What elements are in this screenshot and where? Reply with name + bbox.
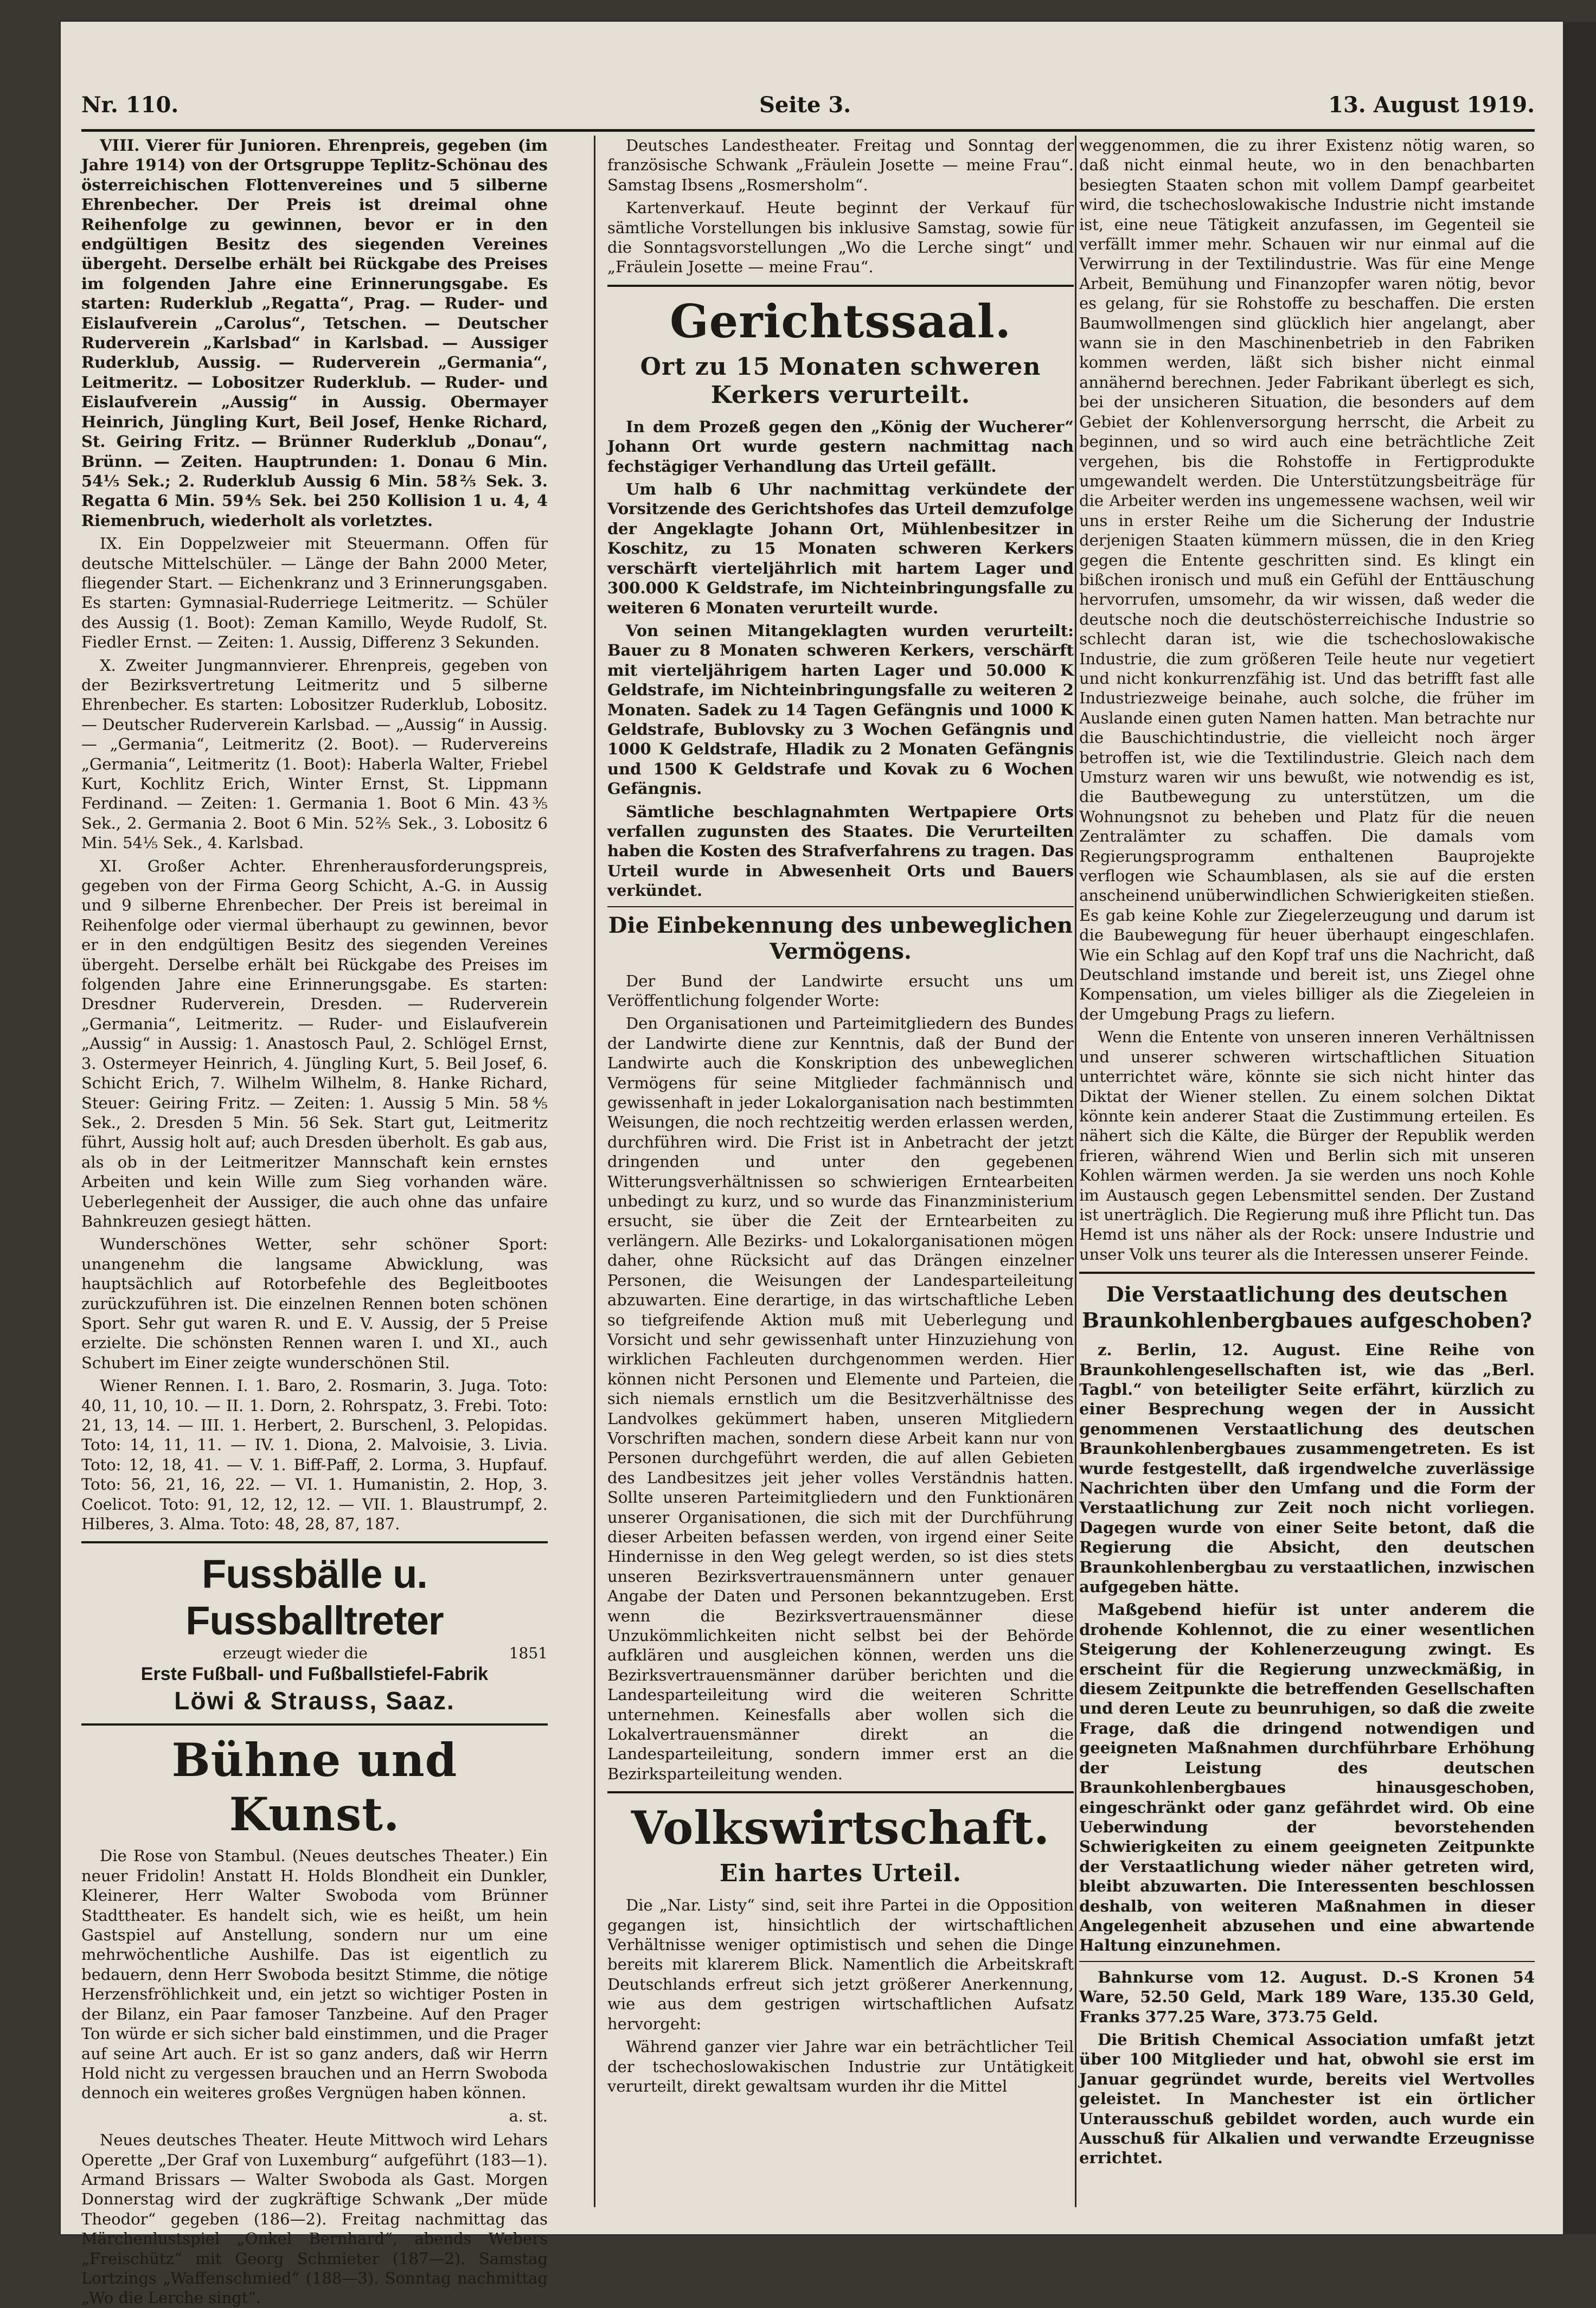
page-header: [81, 87, 1535, 125]
article-rule: [1079, 1961, 1535, 1962]
advertisement: [81, 1551, 548, 1716]
sport-article-para: XI. Großer Achter. Ehrenherausforderungspreis, gegeben von der Firma Georg Schicht, A.-G. in Aussig und 9 silberne Ehrenbecher. Der Preis ist bereimal in Reihenfolge oder viermal überhaupt zu gewinnen, bevor er in den endgültigen Besitz des siegenden Vereines übergeht. Derselbe erhält bei Rückgabe des Preises im folgenden Jahre eine Erinnerungsgabe. Es starten: Dresdner Ruderverein, Dresden. — Ruderverein „Germania“, Leitmeritz. — Ruder- und Eislaufverein „Aussig“ in Aussig: 1. Anastosch Paul, 2. Schlögel Ernst, 3. Ostermeyer Heinrich, 4. Jüngling Kurt, 5. Beil Josef, 6. Schicht Erich, 7. Wilhelm Wilhelm, 8. Hanke Richard, Steuer: Geiring Fritz. — Zeiten: 1. Aussig 5 Min. 58⅘ Sek., 2. Dresden 5 Min. 56 Sek. Start gut, Leitmeritz führt, Aussig holt auf; auch Dresden überholt. Es gab aus, als ob in der Leitmeritzer Mannschaft kein ernstes Arbeiten und kein Wille zum Sieg vorhanden wäre. Ueberlegenheit der Aussiger, die auch ohne das unfaire Bahnkreuzen gesiegt hätten.: [81, 856, 548, 1230]
court-section-heading: Gerichtssaal.: [670, 294, 1011, 348]
ad-year: 1851: [509, 1644, 548, 1663]
section-rule: [607, 285, 1074, 287]
market-rates-para: Bahnkurse vom 12. August. D.-S Kronen 54 Ware, 52.50 Geld, Mark 189 Ware, 135.30 Geld, Franks 377.25 Ware, 373.75 Geld.: [1079, 1967, 1535, 2026]
chemical-association-para: Die British Chemical Association umfaßt jetzt über 100 Mitglieder und hat, obwohl sie erst im Januar gegründet wurde, bereits viel Wertvolles geleistet. In Manchester ist ein örtlicher Unterausschuß gebildet worden, auch wurde ein Ausschuß für Alkalien und verwandte Erzeugnisse errichtet.: [1079, 2030, 1535, 2168]
court-article-para: In dem Prozeß gegen den „König der Wucherer“ Johann Ort wurde gestern nachmittag nach fechstägiger Verhandlung das Urteil gefällt.: [607, 417, 1074, 476]
coal-article-para: z. Berlin, 12. August. Eine Reihe von Braunkohlengesellschaften ist, wie das „Berl. Tagbl.“ von beteiligter Seite erfährt, kürzlich zu einer Besprechung wegen der in Aussicht genommenen Verstaatlichung des deutschen Braunkohlenbergbaues zusammengetreten. Es ist wurde festgestellt, daß irgendwelche zuverlässige Nachrichten über den Umfang und die Form der Verstaatlichung zur Zeit noch nicht vorliegen. Dagegen wurde von einer Seite betont, daß die Regierung die Absicht, den deutschen Braunkohlenbergbau zu verstaatlichen, inzwischen aufgegeben hätte.: [1079, 1341, 1535, 1597]
scan-edge: [1563, 22, 1596, 2234]
theatre-para: Kartenverkauf. Heute beginnt der Verkauf für sämtliche Vorstellungen bis inklusive Samstag, sowie für die Sonntagsvorstellungen „Wo die Lerche singt“ und „Fräulein Josette — meine Frau“.: [607, 198, 1074, 277]
arts-section-heading: Bühne und Kunst.: [171, 1733, 458, 1842]
economy-section-heading: Volkswirtschaft.: [631, 1801, 1050, 1855]
article-rule: [607, 906, 1074, 907]
coal-article-headline: Die Verstaatlichung des deutschen Braunkohlenbergbaues aufgeschoben?: [1081, 1282, 1532, 1333]
economy-article-para: Die „Nar. Listy“ sind, seit ihre Partei in die Opposition gegangen ist, hinsichtlich der wirtschaftlichen Verhältnisse weniger optimistisch und sehen die Dinge bereits mit klarerem Blick. Namentlich die Arbeitskraft Deutschlands erfreut sich jetzt größerer Anerkennung, wie aus dem gestrigen wirtschaftlichen Aufsatz hervorgeht:: [607, 1896, 1074, 2033]
page-number: Seite 3.: [759, 92, 851, 118]
economy-article-headline: Ein hartes Urteil.: [719, 1860, 962, 1888]
issue-number: Nr. 110.: [81, 92, 179, 118]
section-rule: [81, 1723, 548, 1726]
ad-subline: [81, 1644, 548, 1663]
sport-article-para: IX. Ein Doppelzweier mit Steuermann. Offen für deutsche Mittelschüler. — Länge der Bahn 2000 Meter, fliegender Start. — Eichenkranz und 3 Erinnerungsgaben. Es starten: Gymnasial-Ruderriege Leitmeritz. — Schüler des Aussig (1. Boot): Zeman Kamillo, Weyde Rudolf, St. Fiedler Ernst. — Zeiten: 1. Aussig, Differenz 3 Sekunden.: [81, 534, 548, 652]
column-divider: [1075, 136, 1076, 2207]
sport-article-para: X. Zweiter Jungmannvierer. Ehrenpreis, gegeben von der Bezirksvertretung Leitmeritz und 5 silberne Ehrenbecher. Es starten: Lobositzer Ruderklub, Lobositz. — Deutscher Ruderverein Karlsbad. — „Aussig“ in Aussig. — „Germania“, Leitmeritz (2. Boot). — Rudervereins „Germania“, Leitmeritz (1. Boot): Haberla Walter, Friebel Kurt, Kochlitz Erich, Winter Ernst, St. Lippmann Ferdinand. — Zeiten: 1. Germania 1. Boot 6 Min. 43⅗ Sek., 2. Germania 2. Boot 6 Min. 52⅖ Sek., 3. Lobositz 6 Min. 54⅕ Sek., 4. Karlsbad.: [81, 656, 548, 852]
section-rule: [607, 1791, 1074, 1793]
arts-article-para: Die Rose von Stambul. (Neues deutsches Theater.) Ein neuer Fridolin! Anstatt H. Holds Blondheit ein Dunkler, Kleinerer, Herr Walter Swoboda vom Brünner Stadttheater. Es handelt sich, wie es heißt, um hein Gastspiel auf Anstellung, sondern nur um eine mehrwöchentliche Aushilfe. Das ist eigentlich zu bedauern, denn Herr Swoboda besitzt Stimme, die nötige Herzensfröhlichkeit und, ein jetzt so wichtiger Posten in der Bilanz, ein Paar famoser Tanzbeine. Auf den Prager Ton würde er sich sicher bald einstimmen, und die Prager auf seine Art auch. Er ist so ganz anders, daß wir Herrn Hold nicht zu vergessen brauchen und an Herrn Swoboda dennoch ein weiteres großes Vergnügen haben können.: [81, 1847, 548, 2102]
court-article-headline: Ort zu 15 Monaten schweren Kerkers verurteilt.: [640, 352, 1041, 409]
economy-continued-para: Wenn die Entente von unseren inneren Verhältnissen und unserer schweren wirtschaftlichen Situation unterrichtet wäre, könnte sie sich nicht hinter das Diktat der Wiener stellen. Zu einem solchen Diktat könnte kein anderer Staat die Zustimmung erteilen. Es nähert sich die Kälte, die Bürger der Republik werden frieren, während Wien und Berlin sich mit unseren Kohlen wärmen werden. Ja sie werden uns noch Kohle im Austausch gegen Lebensmittel senden. Der Zustand ist unerträglich. Die Regierung muß ihre Pflicht tun. Das Hemd ist uns näher als der Rock: unsere Industrie und unser Volk uns teurer als die Interessen unserer Feinde.: [1079, 1028, 1535, 1264]
header-rule: [81, 129, 1535, 132]
race-results: Wiener Rennen. I. 1. Baro, 2. Rosmarin, 3. Juga. Toto: 40, 11, 10, 10. — II. 1. Dorn, 2. Rohrspatz, 3. Frebi. Toto: 21, 13, 14. — III. 1. Herbert, 2. Burschenl, 3. Pelopidas. Toto: 14, 11, 11. — IV. 1. Diona, 2. Malvoisie, 3. Livia. Toto: 12, 18, 41. — V. 1. Biff-Paff, 2. Lorma, 3. Hupfauf. Toto: 56, 21, 16, 22. — VI. 1. Humanistin, 2. Hop, 3. Coelicot. Toto: 91, 12, 12, 12. — VII. 1. Blaustrumpf, 2. Hilberes, 3. Alma. Toto: 48, 28, 87, 187.: [81, 1376, 548, 1534]
assets-article-para: Den Organisationen und Parteimitgliedern des Bundes der Landwirte diene zur Kenntnis, daß der Bund der Landwirte auch die Konskription des unbeweglichen Vermögens für seine Mitglieder fachmännisch und gewissenhaft in jeder Lokalorganisation nach bestimmten Weisungen, die noch rechtzeitig werden erlassen werden, durchführen wird. Die Frist ist in Anbetracht der jetzt dringenden und unter den gegebenen Witterungsverhältnissen so schwierigen Erntearbeiten unbedingt zu kurz, und so wurde das Finanzministerium ersucht, sie über die Zeit der Erntearbeiten zu verlängern. Alle Bezirks- und Lokalorganisationen mögen daher, ohne Rücksicht auf das Drängen einzelner Personen, die Weisungen der Landesparteileitung abzuwarten. Eine derartige, in das wirtschaftliche Leben so tiefgreifende Aktion muß mit Ueberlegung und Vorsicht und sehr gewissenhaft unter Hinzuziehung von wirklichen Fachleuten durchgenommen werden. Hier können nicht Personen und Elemente und Parteien, die sich niemals ernstlich um die Besitzverhältnisse des Landvolkes gekümmert haben, unseren Mitgliedern Vorschriften machen, sondern diese Arbeit kann nur von Personen durchgeführt werden, die auf allen Gebieten des Landbesitzes jeit jeher volles Verständnis hatten. Sollte unseren Parteimitgliedern und den Funktionären unserer Organisationen, die sich mit der Durchführung dieser Arbeiten befassen werden, von irgend einer Seite Hindernisse in den Weg gelegt werden, so ist dies stets unseren Bezirksvertrauensmännern unter genauer Angabe der Daten und Personen bekanntzugeben. Erst wenn die Bezirksvertrauensmänner diese Unzukömmlichkeiten nicht selbst bei der Behörde aufklären und ausgleichen können, werden uns die Bezirksvertrauensmänner darüber berichten und die Landesparteileitung wird die weiteren Schritte unternehmen. Keinesfalls aber wollen sich die Lokalvertrauensmänner direkt an die Landesparteileitung, sondern immer erst an die Bezirksparteileitung wenden.: [607, 1014, 1074, 1783]
court-article-para: Sämtliche beschlagnahmten Wertpapiere Orts verfallen zugunsten des Staates. Die Verurteilten haben die Kosten des Strafverfahrens zu tragen. Das Urteil wurde in Abwesenheit Orts und Bauers verkündet.: [607, 802, 1074, 900]
court-article-para: Um halb 6 Uhr nachmittag verkündete der Vorsitzende des Gerichtshofes das Urteil demzufolge der Angeklagte Johann Ort, Mühlenbesitzer in Koschitz, zu 15 Monaten schweren Kerkers verschärft vierteljährlich mit hartem Lager und 300.000 K Geldstrafe, im Nichteinbringungsfalle zu weiteren 6 Monaten verurteilt wurde.: [607, 480, 1074, 617]
economy-article-para: Während ganzer vier Jahre war ein beträchtlicher Teil der tschechoslowakischen Industrie zur Untätigkeit verurteilt, direkt gewaltsam wurden ihr die Mittel: [607, 2037, 1074, 2095]
column-3: [1079, 136, 1535, 2218]
assets-headline: Die Einbekennung des unbeweglichen Vermögens.: [608, 912, 1073, 964]
ad-company: Löwi & Strauss, Saaz.: [174, 1687, 455, 1715]
economy-continued-para: weggenommen, die zu ihrer Existenz nötig waren, so daß nicht einmal heute, wo in den benachbarten besiegten Staaten schon mit vollem Dampf gearbeitet wird, die tschechoslowakische Industrie nicht imstande ist, eine neue Tätigkeit anzufassen, im Gegenteil sie verfällt immer mehr. Schauen wir nur einmal auf die Verwirrung in der Textilindustrie. Was für eine Menge Arbeit, Bemühung und Finanzopfer waren nötig, bevor es gelang, für sie Rohstoffe zu beschaffen. Die ersten Baumwollmengen sind glücklich hier angelangt, aber wann sie in den Maschinenbetrieb in den Fabriken kommen werden, läßt sich bisher nicht einmal annähernd berechnen. Jeder Fabrikant überlegt es sich, bei der unsicheren Situation, die besonders auf dem Gebiet der Kohlenversorgung herrscht, die Arbeit zu beginnen, und so wird auch eine beträchtliche Zeit vergehen, bis die Rohstoffe in Fertigprodukte umgewandelt werden. Die Unterstützungsbeiträge für die Arbeiter werden ins ungemessene wachsen, weil wir uns in erster Reihe um die Sicherung der Industrie derjenigen Staaten kümmern müssen, die in den Krieg gegen die Entente geschritten sind. Es klingt ein bißchen ironisch und muß ein Gefühl der Enttäuschung hervorrufen, umsomehr, da wir wissen, daß weder die deutsche noch die deutschösterreichische Industrie so schlecht daran ist, wie die tschechoslowakische Industrie, die zum größeren Teile heute nur vegetiert und nicht konkurrenzfähig ist. Und das betrifft fast alle Industriezweige beinahe, auch solche, die früher im Auslande einen guten Namen hatten. Man betrachte nur die Bauschichtindustrie, die vielleicht noch ärger betroffen ist, wie die Textilindustrie. Gleich nach dem Umsturz waren wir uns bewußt, wie notwendig es ist, die Bautbewegung zu unterstützen, um die Wohnungsnot zu beheben und Platz für die neuen Zentralämter zu schaffen. Die damals vom Regierungsprogramm enthaltenen Bauprojekte verflogen wie Schaumblasen, als sie auf die ersten anscheinend unüberwindlichen Schwierigkeiten stießen. Es gab keine Kohle zur Ziegelerzeugung und darum ist die Baubewegung für heuer überhaupt eingeschlafen. Wie ein Schlag auf den Kopf traf uns die Nachricht, daß Deutschland imstande und bereit ist, uns Ziegel ohne Kompensation, um vieles billiger als die Ziegeleien in der Umgebung Prags zu liefern.: [1079, 136, 1535, 1023]
column-2: [607, 136, 1074, 2218]
section-rule: [1079, 1272, 1535, 1274]
arts-article-para: Neues deutsches Theater. Heute Mittwoch wird Lehars Operette „Der Graf von Luxemburg“ aufgeführt (183—1). Armand Brissars — Walter Swoboda als Gast. Morgen Donnerstag wird der zugkräftige Schwank „Der müde Theodor“ gegeben (186—2). Freitag nachmittag das Märchenlustspiel „Onkel Bernhard“, abends Webers „Freischütz“ mit Georg Schmieter (187—2). Samstag Lortzings „Waffenschmied“ (188—3). Sonntag nachmittag „Wo die Lerche singt“.: [81, 2131, 548, 2307]
issue-date: 13. August 1919.: [1328, 92, 1535, 118]
theatre-para: Deutsches Landestheater. Freitag und Sonntag der französische Schwank „Fräulein Josette — meine Frau“. Samstag Ibsens „Rosmersholm“.: [607, 136, 1074, 194]
ad-produced-text: erzeugt wieder die: [222, 1644, 368, 1663]
sport-article-para: Wunderschönes Wetter, sehr schöner Sport: unangenehm die langsame Abwicklung, was hauptsächlich auf Rotorbefehle des Begleitbootes zurückzuführen ist. Die einzelnen Rennen boten schönen Sport. Sehr gut waren R. und E. V. Aussig, der 5 Preise erzielte. Die schönsten Rennen waren I. und XI., auch Schubert im Einer zeigte wunderschönen Stil.: [81, 1235, 548, 1372]
column-divider: [594, 136, 595, 2207]
court-article-para: Von seinen Mitangeklagten wurden verurteilt: Bauer zu 8 Monaten schweren Kerkers, verschärft mit vierteljährigem harten Lager und 50.000 K Geldstrafe, im Nichteinbringungsfalle zu weiteren 2 Monaten. Sadek zu 14 Tagen Gefängnis und 1000 K Geldstrafe, Bublovsky zu 3 Wochen Gefängnis und 1000 K Geldstrafe, Hladik zu 2 Monaten Gefängnis und 1500 K Geldstrafe und Kovak zu 6 Wochen Gefängnis.: [607, 621, 1074, 798]
coal-article-para: Maßgebend hiefür ist unter anderem die drohende Kohlennot, die zu einer wesentlichen Steigerung der Kohlenerzeugung zwingt. Es erscheint für die Regierung unzweckmäßig, in diesem Zeitpunkte die betreffenden Gesellschaften und deren Leute zu beunruhigen, so daß die zweite Frage, daß die dringend notwendigen und geeigneten Maßnahmen durchführbare Erhöhung der Leistung des deutschen Braunkohlenbergbaues hinausgeschoben, eingeschränkt oder ganz gefährdet wird. Ob eine Ueberwindung der bevorstehenden Schwierigkeiten zu einem geeigneten Zeitpunkte der Verstaatlichung wieder näher getreten wird, bleibt abzuwarten. Die Interessenten beschlossen deshalb, von weiteren Maßnahmen in dieser Angelegenheit abzusehen und eine abwartende Haltung einzunehmen.: [1079, 1600, 1535, 1955]
ad-headline: Fussbälle u. Fussballtreter: [185, 1552, 444, 1644]
column-1: [81, 136, 548, 2307]
assets-article-para: Der Bund der Landwirte ersucht uns um Veröffentlichung folgender Worte:: [607, 971, 1074, 1010]
author-signature: a. st.: [509, 2106, 548, 2125]
ad-factory: Erste Fußball- und Fußballstiefel-Fabrik: [140, 1664, 489, 1685]
sport-article-para: VIII. Vierer für Junioren. Ehrenpreis, gegeben (im Jahre 1914) von der Ortsgruppe Teplitz-Schönau des österreichischen Flottenvereines und 5 silberne Ehrenbecher. Der Preis ist dreimal ohne Reihenfolge zu gewinnen, bevor er in den endgültigen Besitz des siegenden Vereines übergeht. Derselbe erhält bei Rückgabe des Preises im folgenden Jahre eine Erinnerungsgabe. Es starten: Ruderklub „Regatta“, Prag. — Ruder- und Eislaufverein „Carolus“, Tetschen. — Deutscher Ruderverein „Karlsbad“ in Karlsbad. — Aussiger Ruderklub, Aussig. — Ruderverein „Germania“, Leitmeritz. — Lobositzer Ruderklub. — Ruder- und Eislaufverein „Aussig“ in Aussig. Obermayer Heinrich, Jüngling Kurt, Beil Josef, Henke Richard, St. Geiring Fritz. — Brünner Ruderklub „Donau“, Brünn. — Zeiten. Hauptrunden: 1. Donau 6 Min. 54⅕ Sek.; 2. Ruderklub Aussig 6 Min. 58⅖ Sek. 3. Regatta 6 Min. 59⅘ Sek. bei 250 Kollision 1 u. 4, 4 Riemenbruch, wiederholt als vorletztes.: [81, 136, 548, 530]
section-rule: [81, 1541, 548, 1543]
